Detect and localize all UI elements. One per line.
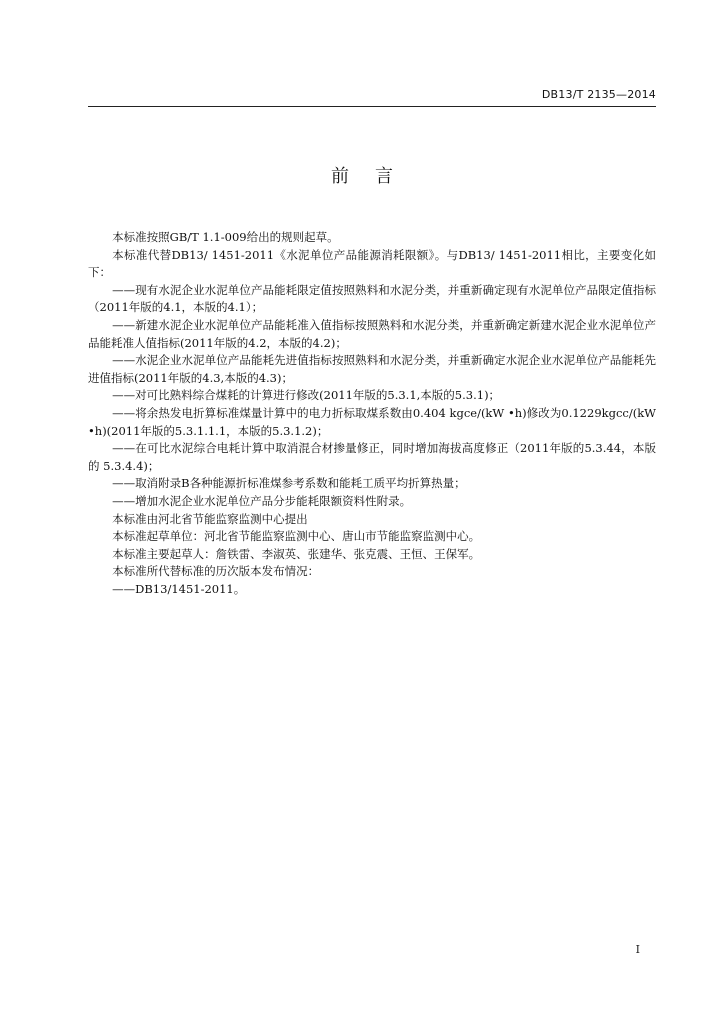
paragraph: 本标准主要起草人：詹铁雷、李淑英、张建华、张克震、王恒、王保军。: [112, 546, 481, 561]
paragraph: 本标准起草单位：河北省节能监察监测中心、唐山市节能监察监测中心。: [112, 529, 481, 544]
paragraph: 本标准按照GB/T 1.1-009给出的规则起草。: [112, 230, 339, 244]
paragraph: ——在可比水泥综合电耗计算中取消混合材掺量修正，同时增加海拔高度修正（2011年版的5.3.44，本版的 5.3.4.4)；: [88, 441, 656, 473]
paragraph: ——DB13/1451-2011。: [112, 581, 246, 596]
document-code: DB13/T 2135—2014: [541, 88, 656, 101]
page-number: I: [635, 943, 640, 956]
paragraph: ——对可比熟料综合煤耗的计算进行修改(2011年版的5.3.1,本版的5.3.1)；: [112, 388, 501, 403]
paragraph: ——取消附录B各种能源折标准煤参考系数和能耗工质平均折算热量；: [112, 476, 466, 491]
foreword-body: [88, 229, 656, 598]
paragraph: 本标准所代替标准的历次版本发布情况：: [112, 564, 320, 579]
paragraph: ——现有水泥企业水泥单位产品能耗限定值按照熟料和水泥分类，并重新确定现有水泥单位产品限定值指标（2011年版的4.1，本版的4.1）；: [88, 282, 656, 315]
paragraph: ——将余热发电折算标准煤量计算中的电力折标取煤系数由0.404 kgce/(kW •h)修改为0.1229kgcc/(kW •h)(2011年版的5.3.1.1.1，本版的5.3.1.2)；: [88, 405, 656, 438]
paragraph: ——新建水泥企业水泥单位产品能耗准入值指标按照熟料和水泥分类，并重新确定新建水泥企业水泥单位产品能耗准人值指标(2011年版的4.2，本版的4.2)；: [88, 317, 656, 350]
paragraph: 本标准代替DB13/ 1451-2011《水泥单位产品能源消耗限额》。与DB13/ 1451-2011相比，主要变化如下：: [88, 247, 656, 280]
paragraph: ——增加水泥企业水泥单位产品分步能耗限额资料性附录。: [112, 493, 412, 508]
page-title: 前言: [331, 166, 419, 187]
paragraph: 本标准由河北省节能监察监测中心提出: [112, 511, 308, 526]
paragraph: ——水泥企业水泥单位产品能耗先进值指标按照熟料和水泥分类，并重新确定水泥企业水泥单位产品能耗先进值指标(2011年版的4.3,本版的4.3)；: [88, 353, 656, 385]
header-rule: [88, 106, 656, 107]
